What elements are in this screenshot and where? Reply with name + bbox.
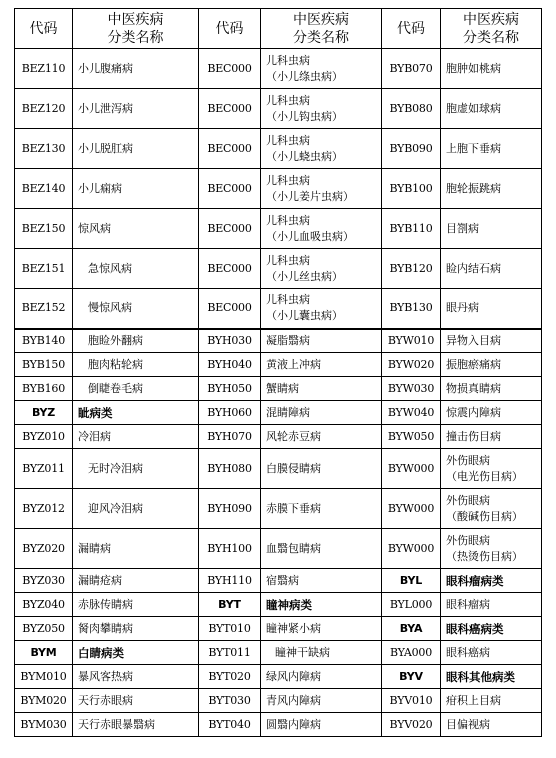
- code-cell: BEZ110: [15, 49, 73, 89]
- code-cell: BYW010: [382, 329, 441, 353]
- disease-name-line: 白膜侵睛病: [266, 461, 321, 475]
- disease-name-line: （小儿蛲虫病）: [266, 149, 343, 163]
- disease-name-cell: [73, 49, 199, 89]
- disease-name-line: 目劄病: [446, 221, 479, 235]
- disease-name-cell: [441, 425, 542, 449]
- disease-name-line: 天行赤眼病: [78, 693, 133, 707]
- disease-name-line: 外伤眼病: [446, 453, 490, 467]
- header-name-1: [73, 9, 199, 49]
- disease-name-line: 赤脉传睛病: [78, 597, 133, 611]
- code-cell: BYB120: [382, 249, 441, 289]
- code-cell: BEZ140: [15, 169, 73, 209]
- disease-name-line: 漏睛病: [78, 541, 111, 555]
- disease-name-line: （小儿囊虫病）: [266, 309, 343, 323]
- disease-name-cell: [261, 377, 382, 401]
- disease-name-line: 眼科瘤病类: [446, 573, 504, 588]
- table-row: [15, 209, 542, 249]
- disease-name-line: （热烫伤目病）: [446, 549, 523, 563]
- disease-name-cell: [73, 593, 199, 617]
- disease-name-line: 赤膜下垂病: [266, 501, 321, 515]
- disease-name-line: 圆翳内障病: [266, 717, 321, 731]
- disease-name-line: 瞳神病类: [266, 597, 312, 612]
- header-name-line2: 分类名称: [107, 29, 164, 46]
- disease-name-line: 暴风客热病: [78, 669, 133, 683]
- code-cell: BYV: [382, 665, 441, 689]
- disease-name-line: 惊风病: [78, 221, 111, 235]
- table-row: [15, 49, 542, 89]
- disease-name-line: 小儿脱肛病: [78, 141, 133, 155]
- disease-name-cell: [73, 617, 199, 641]
- table-row: [15, 593, 542, 617]
- disease-name-line: 迎风冷泪病: [88, 501, 143, 515]
- disease-name-cell: [261, 49, 382, 89]
- disease-name-line: （小儿丝虫病）: [266, 269, 343, 283]
- code-cell: BYB100: [382, 169, 441, 209]
- code-cell: BEC000: [199, 289, 261, 329]
- disease-name-cell: [261, 169, 382, 209]
- disease-name-line: 儿科虫病: [266, 213, 310, 227]
- disease-name-line: 外伤眼病: [446, 493, 490, 507]
- disease-name-cell: [441, 249, 542, 289]
- disease-name-line: 无时冷泪病: [88, 461, 143, 475]
- disease-name-line: 胞睑外翻病: [88, 333, 143, 347]
- disease-name-line: （小儿绦虫病）: [266, 69, 343, 83]
- disease-name-line: 儿科虫病: [266, 253, 310, 267]
- disease-name-line: 目偏视病: [446, 717, 490, 731]
- header-name-2: [261, 9, 382, 49]
- code-cell: BYM010: [15, 665, 73, 689]
- code-cell: BYW000: [382, 529, 441, 569]
- disease-name-line: 小儿腹痛病: [78, 61, 133, 75]
- disease-name-cell: [441, 169, 542, 209]
- disease-name-cell: [261, 689, 382, 713]
- disease-name-cell: [73, 641, 199, 665]
- code-cell: BYH070: [199, 425, 261, 449]
- disease-name-line: 疳积上目病: [446, 693, 501, 707]
- code-cell: BYZ020: [15, 529, 73, 569]
- code-cell: BYH040: [199, 353, 261, 377]
- disease-name-line: 小儿泄泻病: [78, 101, 133, 115]
- disease-name-line: 青风内障病: [266, 693, 321, 707]
- disease-name-cell: [261, 617, 382, 641]
- disease-name-line: 倒睫卷毛病: [88, 381, 143, 395]
- disease-name-cell: [73, 425, 199, 449]
- code-cell: BEC000: [199, 249, 261, 289]
- code-cell: BYW040: [382, 401, 441, 425]
- code-cell: BYZ030: [15, 569, 73, 593]
- disease-name-cell: [73, 353, 199, 377]
- disease-name-line: 小儿痫病: [78, 181, 122, 195]
- table-row: [15, 169, 542, 209]
- code-cell: BYT040: [199, 713, 261, 737]
- disease-name-cell: [73, 329, 199, 353]
- disease-name-line: 儿科虫病: [266, 93, 310, 107]
- disease-name-line: 绿风内障病: [266, 669, 321, 683]
- disease-name-cell: [441, 449, 542, 489]
- disease-name-cell: [261, 529, 382, 569]
- disease-name-cell: [441, 401, 542, 425]
- disease-name-cell: [441, 89, 542, 129]
- table-row: [15, 449, 542, 489]
- header-code-1: 代码: [15, 9, 73, 49]
- disease-name-cell: [261, 249, 382, 289]
- disease-name-cell: [441, 289, 542, 329]
- code-cell: BEC000: [199, 169, 261, 209]
- table-row: [15, 89, 542, 129]
- disease-name-line: （小儿血吸虫病）: [266, 229, 354, 243]
- code-cell: BEC000: [199, 129, 261, 169]
- code-cell: BEC000: [199, 89, 261, 129]
- header-code-3: 代码: [382, 9, 441, 49]
- header-name-3: [441, 9, 542, 49]
- disease-name-line: 慢惊风病: [88, 301, 132, 315]
- disease-name-cell: [73, 249, 199, 289]
- code-cell: BEZ120: [15, 89, 73, 129]
- disease-name-cell: [441, 353, 542, 377]
- disease-name-line: 风轮赤豆病: [266, 429, 321, 443]
- header-code-2: 代码: [199, 9, 261, 49]
- disease-name-cell: [261, 641, 382, 665]
- header-name-line1: 中医疾病: [463, 11, 519, 28]
- code-cell: BYB070: [382, 49, 441, 89]
- disease-name-line: 胬肉攀睛病: [78, 621, 133, 635]
- disease-name-cell: [261, 425, 382, 449]
- disease-name-line: 胞轮振跳病: [446, 181, 501, 195]
- table-header-row: [15, 9, 542, 49]
- code-cell: BYH060: [199, 401, 261, 425]
- table-row: [15, 425, 542, 449]
- disease-name-line: 儿科虫病: [266, 173, 310, 187]
- disease-code-table: [14, 8, 542, 737]
- header-name-line2: 分类名称: [293, 29, 349, 46]
- code-cell: BYH050: [199, 377, 261, 401]
- disease-name-cell: [441, 641, 542, 665]
- code-cell: BYW030: [382, 377, 441, 401]
- code-cell: BEC000: [199, 49, 261, 89]
- code-cell: BYZ050: [15, 617, 73, 641]
- disease-name-cell: [441, 529, 542, 569]
- code-cell: BYT010: [199, 617, 261, 641]
- code-cell: BEZ152: [15, 289, 73, 329]
- code-cell: BYW000: [382, 449, 441, 489]
- code-cell: BYT020: [199, 665, 261, 689]
- disease-name-cell: [261, 289, 382, 329]
- disease-name-cell: [441, 489, 542, 529]
- disease-name-cell: [441, 713, 542, 737]
- code-cell: BYH090: [199, 489, 261, 529]
- code-cell: BYB140: [15, 329, 73, 353]
- code-cell: BYB110: [382, 209, 441, 249]
- disease-name-line: 上胞下垂病: [446, 141, 501, 155]
- disease-name-line: 振胞瘀痛病: [446, 357, 501, 371]
- code-cell: BYA: [382, 617, 441, 641]
- disease-name-cell: [261, 129, 382, 169]
- code-cell: BYM020: [15, 689, 73, 713]
- disease-name-cell: [441, 665, 542, 689]
- disease-name-line: 蟹睛病: [266, 381, 299, 395]
- disease-name-line: 睑内结石病: [446, 261, 501, 275]
- disease-name-line: 儿科虫病: [266, 53, 310, 67]
- table-row: [15, 289, 542, 329]
- disease-name-line: 儿科虫病: [266, 133, 310, 147]
- table-row: [15, 377, 542, 401]
- disease-name-cell: [73, 665, 199, 689]
- disease-name-line: （电光伤目病）: [446, 469, 523, 483]
- disease-name-cell: [261, 449, 382, 489]
- disease-name-cell: [73, 209, 199, 249]
- code-cell: BYB090: [382, 129, 441, 169]
- disease-name-line: 眦病类: [78, 405, 113, 420]
- disease-name-cell: [73, 569, 199, 593]
- disease-name-cell: [261, 569, 382, 593]
- disease-name-cell: [73, 169, 199, 209]
- code-cell: BYB160: [15, 377, 73, 401]
- disease-name-cell: [441, 689, 542, 713]
- disease-name-cell: [261, 665, 382, 689]
- code-cell: BYM: [15, 641, 73, 665]
- code-cell: BYA000: [382, 641, 441, 665]
- disease-name-cell: [73, 377, 199, 401]
- table-row: [15, 617, 542, 641]
- disease-name-line: （小儿钩虫病）: [266, 109, 343, 123]
- disease-name-line: 眼科癌病: [446, 645, 490, 659]
- disease-name-cell: [261, 401, 382, 425]
- code-cell: BEZ151: [15, 249, 73, 289]
- disease-name-line: 白睛病类: [78, 645, 124, 660]
- table-row: [15, 569, 542, 593]
- disease-name-line: 外伤眼病: [446, 533, 490, 547]
- table-row: [15, 353, 542, 377]
- disease-name-line: 胞虚如球病: [446, 101, 501, 115]
- disease-name-cell: [261, 353, 382, 377]
- table-row: [15, 401, 542, 425]
- header-name-line1: 中医疾病: [293, 11, 349, 28]
- table-row: [15, 129, 542, 169]
- disease-name-line: 撞击伤目病: [446, 429, 501, 443]
- code-cell: BYH080: [199, 449, 261, 489]
- disease-name-line: 凝脂翳病: [266, 333, 310, 347]
- table-row: [15, 713, 542, 737]
- code-cell: BYB130: [382, 289, 441, 329]
- disease-name-cell: [73, 129, 199, 169]
- code-cell: BYM030: [15, 713, 73, 737]
- code-cell: BYT030: [199, 689, 261, 713]
- code-cell: BYZ: [15, 401, 73, 425]
- disease-name-cell: [73, 529, 199, 569]
- disease-name-cell: [441, 129, 542, 169]
- header-name-line1: 中医疾病: [107, 11, 164, 28]
- disease-name-line: （小儿姜片虫病）: [266, 189, 354, 203]
- table-body: [15, 49, 542, 737]
- disease-name-cell: [441, 329, 542, 353]
- disease-name-line: 天行赤眼暴翳病: [78, 717, 155, 731]
- disease-name-line: 异物入目病: [446, 333, 501, 347]
- code-cell: BEC000: [199, 209, 261, 249]
- disease-name-cell: [441, 593, 542, 617]
- disease-name-line: 血翳包睛病: [266, 541, 321, 555]
- disease-name-cell: [441, 209, 542, 249]
- disease-name-cell: [261, 89, 382, 129]
- code-cell: BYZ011: [15, 449, 73, 489]
- disease-name-line: 胞肿如桃病: [446, 61, 501, 75]
- code-cell: BYW020: [382, 353, 441, 377]
- disease-name-line: 急惊风病: [88, 261, 132, 275]
- code-cell: BEZ130: [15, 129, 73, 169]
- disease-name-line: 眼丹病: [446, 301, 479, 315]
- code-cell: BYT011: [199, 641, 261, 665]
- disease-name-line: （酸碱伤目病）: [446, 509, 523, 523]
- disease-name-line: 漏睛疮病: [78, 573, 122, 587]
- disease-name-line: 眼科瘤病: [446, 597, 490, 611]
- disease-name-line: 冷泪病: [78, 429, 111, 443]
- table-row: [15, 529, 542, 569]
- code-cell: BYZ040: [15, 593, 73, 617]
- disease-name-line: 宿翳病: [266, 573, 299, 587]
- disease-name-line: 胞肉粘轮病: [88, 357, 143, 371]
- table-row: [15, 689, 542, 713]
- code-cell: BYB080: [382, 89, 441, 129]
- disease-name-cell: [261, 593, 382, 617]
- code-cell: BYW000: [382, 489, 441, 529]
- disease-name-cell: [261, 209, 382, 249]
- disease-name-cell: [73, 89, 199, 129]
- code-cell: BYH100: [199, 529, 261, 569]
- disease-name-line: 瞳神干缺病: [275, 645, 330, 659]
- table-row: [15, 489, 542, 529]
- disease-name-line: 眼科其他病类: [446, 669, 515, 684]
- table-row: [15, 329, 542, 353]
- code-cell: BYV010: [382, 689, 441, 713]
- disease-name-cell: [441, 569, 542, 593]
- disease-name-cell: [441, 377, 542, 401]
- disease-name-cell: [73, 713, 199, 737]
- code-cell: BYZ010: [15, 425, 73, 449]
- disease-name-cell: [73, 449, 199, 489]
- disease-name-line: 混睛障病: [266, 405, 310, 419]
- code-cell: BYH030: [199, 329, 261, 353]
- code-cell: BYV020: [382, 713, 441, 737]
- disease-name-line: 瞳神紧小病: [266, 621, 321, 635]
- disease-name-line: 儿科虫病: [266, 293, 310, 307]
- table-row: [15, 665, 542, 689]
- code-cell: BYW050: [382, 425, 441, 449]
- header-name-line2: 分类名称: [463, 29, 519, 46]
- code-cell: BYZ012: [15, 489, 73, 529]
- code-cell: BEZ150: [15, 209, 73, 249]
- code-cell: BYH110: [199, 569, 261, 593]
- code-cell: BYL: [382, 569, 441, 593]
- disease-name-cell: [73, 689, 199, 713]
- disease-name-cell: [261, 489, 382, 529]
- disease-name-cell: [261, 329, 382, 353]
- disease-name-line: 惊震内障病: [446, 405, 501, 419]
- disease-name-cell: [73, 489, 199, 529]
- table-row: [15, 249, 542, 289]
- disease-name-line: 物损真睛病: [446, 381, 501, 395]
- table-row: [15, 641, 542, 665]
- disease-name-line: 黄液上冲病: [266, 357, 321, 371]
- code-cell: BYB150: [15, 353, 73, 377]
- disease-name-cell: [441, 617, 542, 641]
- code-cell: BYL000: [382, 593, 441, 617]
- disease-name-cell: [441, 49, 542, 89]
- disease-name-cell: [73, 401, 199, 425]
- disease-name-cell: [261, 713, 382, 737]
- disease-name-cell: [73, 289, 199, 329]
- code-cell: BYT: [199, 593, 261, 617]
- disease-name-line: 眼科癌病类: [446, 621, 504, 636]
